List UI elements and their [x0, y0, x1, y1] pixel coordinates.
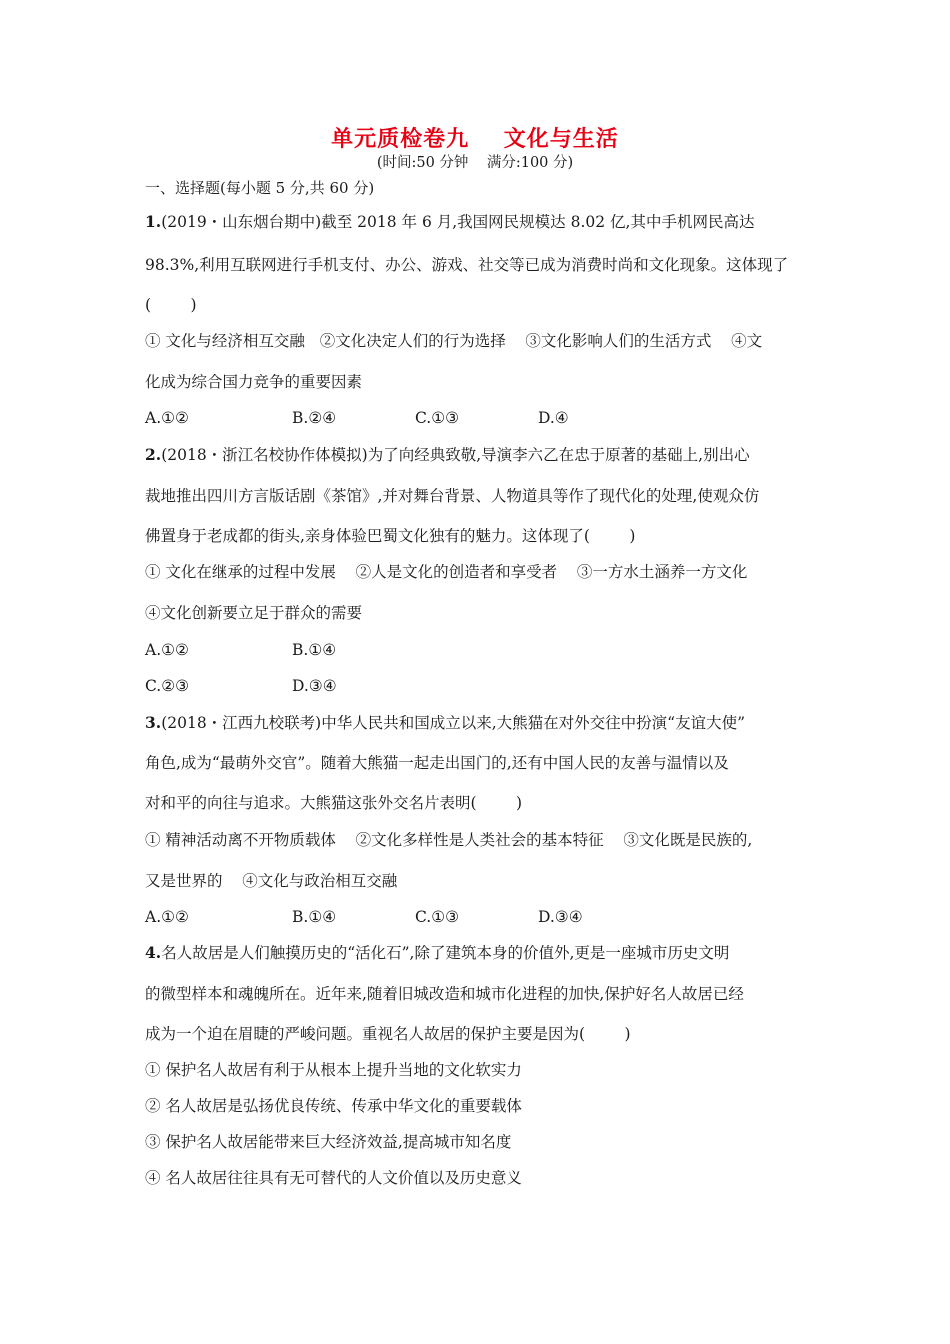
section-heading: 一、选择题(每小题 5 分,共 60 分)	[145, 179, 375, 197]
question-1-line-4: ① 文化与经济相互交融 ②文化决定人们的行为选择 ③文化影响人们的生活方式 ④文	[145, 332, 763, 350]
question-number: 3.	[145, 713, 162, 732]
question-number: 2.	[145, 445, 162, 464]
option-a: A.①②	[145, 908, 189, 926]
question-3-line-4: ① 精神活动离不开物质载体 ②文化多样性是人类社会的基本特征 ③文化既是民族的,	[145, 831, 753, 849]
question-2-line-1: 2.(2018・浙江名校协作体模拟)为了向经典致敬,导演李六乙在忠于原著的基础上,别出心	[145, 445, 750, 464]
option-b: B.①④	[292, 641, 337, 659]
question-4-line-2: 的微型样本和魂魄所在。近年来,随着旧城改造和城市化进程的加快,保护好名人故居已经	[145, 985, 744, 1003]
question-1-line-2: 98.3%,利用互联网进行手机支付、办公、游戏、社交等已成为消费时尚和文化现象。这体现了	[145, 256, 789, 274]
question-4-statement-1: ① 保护名人故居有利于从根本上提升当地的文化软实力	[145, 1061, 522, 1079]
question-4-statement-4: ④ 名人故居往往具有无可替代的人文价值以及历史意义	[145, 1169, 522, 1187]
question-4-statement-3: ③ 保护名人故居能带来巨大经济效益,提高城市知名度	[145, 1133, 512, 1151]
option-b: B.①④	[292, 908, 337, 926]
option-b: B.②④	[292, 409, 337, 427]
question-number: 4.	[145, 943, 162, 962]
option-c: C.①③	[415, 409, 460, 427]
question-2-line-3: 佛置身于老成都的街头,亲身体验巴蜀文化独有的魅力。这体现了( )	[145, 527, 636, 545]
question-number: 1.	[145, 212, 162, 231]
question-1-line-3: ( )	[145, 296, 197, 314]
option-a: A.①②	[145, 409, 189, 427]
question-3-line-3: 对和平的向往与追求。大熊猫这张外交名片表明( )	[145, 794, 523, 812]
option-d: D.③④	[538, 908, 583, 926]
question-4-statement-2: ② 名人故居是弘扬优良传统、传承中华文化的重要载体	[145, 1097, 522, 1115]
exam-info: (时间:50 分钟 满分:100 分)	[376, 155, 574, 171]
option-d: D.③④	[292, 677, 337, 695]
question-3-line-5: 又是世界的 ④文化与政治相互交融	[145, 872, 398, 890]
option-c: C.②③	[145, 677, 190, 695]
option-c: C.①③	[415, 908, 460, 926]
question-4-line-1: 4.名人故居是人们触摸历史的“活化石”,除了建筑本身的价值外,更是一座城市历史文明	[145, 943, 730, 962]
question-2-line-5: ④文化创新要立足于群众的需要	[145, 604, 363, 622]
question-2-line-4: ① 文化在继承的过程中发展 ②人是文化的创造者和享受者 ③一方水土涵养一方文化	[145, 563, 748, 581]
question-4-line-3: 成为一个迫在眉睫的严峻问题。重视名人故居的保护主要是因为( )	[145, 1025, 631, 1043]
question-3-line-1: 3.(2018・江西九校联考)中华人民共和国成立以来,大熊猫在对外交往中扮演“友谊大使”	[145, 713, 746, 732]
option-d: D.④	[538, 409, 569, 427]
question-2-line-2: 裁地推出四川方言版话剧《茶馆》,并对舞台背景、人物道具等作了现代化的处理,使观众仿	[145, 487, 760, 505]
option-a: A.①②	[145, 641, 189, 659]
question-1-line-1: 1.(2019・山东烟台期中)截至 2018 年 6 月,我国网民规模达 8.02 亿,其中手机网民高达	[145, 212, 755, 231]
question-1-line-5: 化成为综合国力竞争的重要因素	[145, 373, 363, 391]
page-title: 单元质检卷九 文化与生活	[331, 127, 619, 152]
question-3-line-2: 角色,成为“最萌外交官”。随着大熊猫一起走出国门的,还有中国人民的友善与温情以及	[145, 754, 729, 772]
